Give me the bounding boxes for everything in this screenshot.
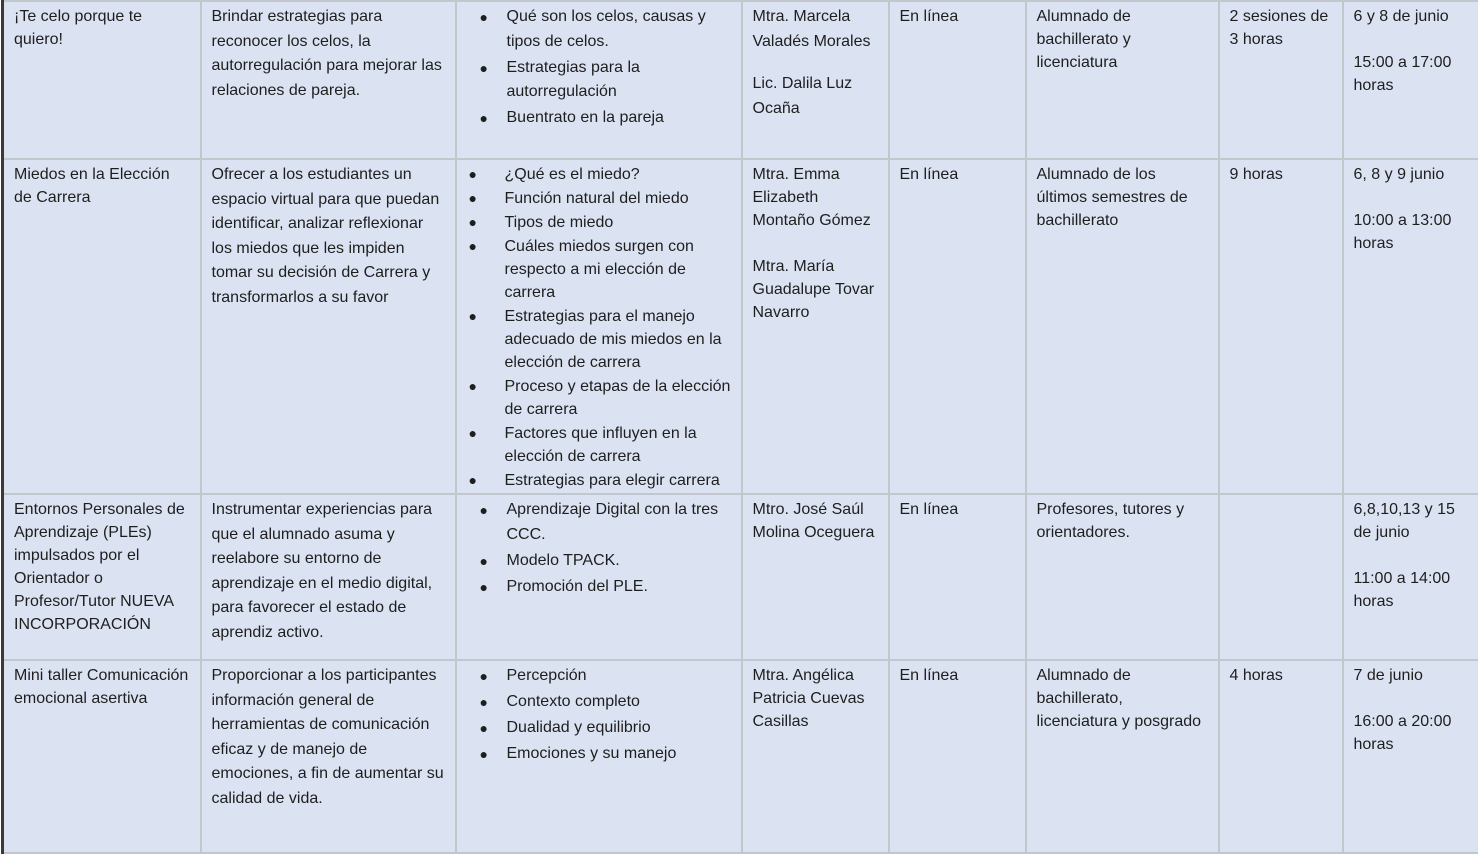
topic-list [467,5,731,131]
list-item [507,690,731,715]
time: 16:00 a 20:00 horas [1354,710,1468,756]
topic-text: Estrategias para la autorregulación [507,59,640,101]
topic-list [467,664,731,767]
list-item [505,187,731,210]
instructors-cell [742,494,889,660]
topic-text: Estrategias para elegir carrera [505,472,720,489]
list-item [507,5,731,54]
list-item [505,211,731,234]
workshop-purpose-cell [201,159,456,494]
bullet-icon: ● [480,742,488,767]
workshop-purpose-cell [201,494,456,660]
workshop-title: Mini taller Comunicación emocional asertiva [14,667,188,707]
list-item [507,742,731,767]
list-item [507,549,731,574]
list-item [505,375,731,421]
workshop-title: Entornos Personales de Aprendizaje (PLEs) impulsados por el Orientador o Profesor/Tutor NUEVA INCORPORACIÓN [14,501,185,633]
duration: 9 horas [1230,166,1283,183]
list-item [505,305,731,374]
list-item [507,716,731,741]
modality: En línea [900,8,959,25]
topic-text: Emociones y su manejo [507,745,677,762]
schedule-cell [1343,1,1478,159]
instructor-name: Mtra. Emma Elizabeth Montaño Gómez [753,163,878,232]
workshop-schedule-table [1,0,1478,854]
table-row [3,660,1478,853]
schedule-cell [1343,660,1478,853]
workshop-purpose-cell [201,660,456,853]
topic-text: Buentrato en la pareja [507,109,664,126]
topic-text: Tipos de miedo [505,214,614,231]
workshop-title: Miedos en la Elección de Carrera [14,166,170,206]
bullet-icon: ● [480,690,488,715]
list-item [507,664,731,689]
audience: Alumnado de los últimos semestres de bachillerato [1037,166,1188,229]
time: 15:00 a 17:00 horas [1354,51,1468,97]
topic-text: Promoción del PLE. [507,578,648,595]
workshop-purpose: Instrumentar experiencias para que el alumnado asuma y reelabore su entorno de aprendizaje en el medio digital, para favorecer el estado de aprendiz activo. [212,501,433,641]
list-item [505,163,731,186]
bullet-icon: ● [480,498,488,523]
instructor-name: Mtra. Marcela Valadés Morales [753,5,878,54]
topic-text: Proceso y etapas de la elección de carrera [505,378,731,418]
topic-list [467,498,731,599]
bullet-icon: ● [480,664,488,689]
audience-cell [1026,1,1219,159]
topic-text: Factores que influyen en la elección de carrera [505,425,697,465]
spacer [753,54,878,72]
list-item [505,469,731,492]
topic-list [467,163,731,492]
bullet-icon: ● [469,375,477,398]
duration-cell [1219,159,1343,494]
bullet-icon: ● [480,56,488,81]
instructor-name: Mtra. Angélica Patricia Cuevas Casillas [753,664,878,733]
time: 10:00 a 13:00 horas [1354,209,1468,255]
topic-text: ¿Qué es el miedo? [505,166,640,183]
workshop-topics-cell [456,159,742,494]
schedule-cell [1343,494,1478,660]
schedule-cell [1343,159,1478,494]
topic-text: Cuáles miedos surgen con respecto a mi elección de carrera [505,238,694,301]
list-item [505,422,731,468]
bullet-icon: ● [469,305,477,328]
workshop-title-cell [3,159,201,494]
duration-cell [1219,1,1343,159]
audience: Profesores, tutores y orientadores. [1037,501,1185,541]
audience-cell [1026,494,1219,660]
modality-cell [889,494,1026,660]
workshop-topics-cell [456,660,742,853]
time: 11:00 a 14:00 horas [1354,567,1468,613]
bullet-icon: ● [480,575,488,600]
topic-text: Aprendizaje Digital con la tres CCC. [507,501,719,543]
topic-text: Qué son los celos, causas y tipos de celos. [507,8,706,50]
duration: 2 sesiones de 3 horas [1230,8,1329,48]
dates: 7 de junio [1354,664,1468,687]
list-item [507,106,731,131]
workshop-purpose: Brindar estrategias para reconocer los celos, la autorregulación para mejorar las relaciones de pareja. [212,8,442,99]
bullet-icon: ● [480,716,488,741]
modality: En línea [900,667,959,684]
workshop-purpose-cell [201,1,456,159]
instructors-cell [742,1,889,159]
topic-text: Función natural del miedo [505,190,689,207]
bullet-icon: ● [469,187,477,210]
audience-cell [1026,660,1219,853]
bullet-icon: ● [469,469,477,492]
dates: 6 y 8 de junio [1354,5,1468,28]
dates: 6,8,10,13 y 15 de junio [1354,498,1468,544]
modality: En línea [900,501,959,518]
topic-text: Contexto completo [507,693,640,710]
list-item [507,575,731,600]
modality-cell [889,660,1026,853]
spacer [753,232,878,255]
workshop-title-cell [3,494,201,660]
instructor-name: Mtra. María Guadalupe Tovar Navarro [753,255,878,324]
topic-text: Modelo TPACK. [507,552,620,569]
table-row [3,494,1478,660]
instructors-cell [742,660,889,853]
instructors-cell [742,159,889,494]
table-row [3,1,1478,159]
instructor-name: Lic. Dalila Luz Ocaña [753,72,878,121]
bullet-icon: ● [469,422,477,445]
dates: 6, 8 y 9 junio [1354,163,1468,186]
bullet-icon: ● [480,5,488,30]
modality-cell [889,1,1026,159]
workshop-topics-cell [456,1,742,159]
list-item [507,56,731,105]
workshop-title-cell [3,660,201,853]
workshop-title: ¡Te celo porque te quiero! [14,8,142,48]
topic-text: Percepción [507,667,587,684]
instructor-name: Mtro. José Saúl Molina Oceguera [753,498,878,544]
workshop-topics-cell [456,494,742,660]
list-item [505,235,731,304]
audience: Alumnado de bachillerato y licenciatura [1037,8,1131,71]
duration: 4 horas [1230,667,1283,684]
bullet-icon: ● [480,549,488,574]
modality: En línea [900,166,959,183]
list-item [507,498,731,547]
bullet-icon: ● [469,163,477,186]
duration-cell [1219,660,1343,853]
bullet-icon: ● [469,235,477,258]
duration-cell [1219,494,1343,660]
workshop-purpose: Ofrecer a los estudiantes un espacio virtual para que puedan identificar, analizar reflexionar los miedos que les impiden tomar su decisión de Carrera y transformarlos a su favor [212,166,440,306]
audience-cell [1026,159,1219,494]
modality-cell [889,159,1026,494]
bullet-icon: ● [480,106,488,131]
topic-text: Estrategias para el manejo adecuado de mis miedos en la elección de carrera [505,308,722,371]
audience: Alumnado de bachillerato, licenciatura y posgrado [1037,667,1202,730]
bullet-icon: ● [469,211,477,234]
workshop-purpose: Proporcionar a los participantes información general de herramientas de comunicación eficaz y de manejo de emociones, a fin de aumentar su calidad de vida. [212,667,444,807]
topic-text: Dualidad y equilibrio [507,719,651,736]
table-row [3,159,1478,494]
workshop-title-cell [3,1,201,159]
